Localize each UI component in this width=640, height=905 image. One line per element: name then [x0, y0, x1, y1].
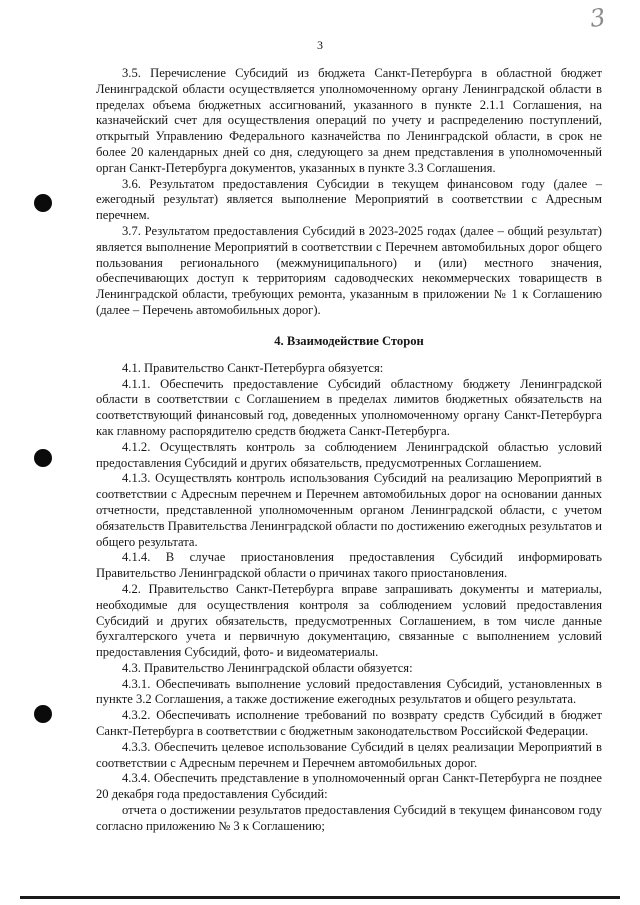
- paragraph-4-1-3: 4.1.3. Осуществлять контроль использования Субсидий на реализацию Мероприятий в соответствии с Адресным перечнем и Перечнем автомобильных дорог на основании данных отчетности, представленной уполномоченным органом Ленинградской области, с учетом обязательств Правительства Ленинградской области по достижению ежегодных результатов и общего результата.: [96, 471, 602, 549]
- paragraph-4-2: 4.2. Правительство Санкт-Петербурга вправе запрашивать документы и материалы, необходимые для осуществления контроля за соблюдением условий предоставления Субсидий и других обязательств, предусмотренных Соглашением, в том числе данные бухгалтерского учета и первичную документацию, связанные с выполнением условий предоставления Субсидий, фото- и видеоматериалы.: [96, 581, 602, 660]
- paragraph-4-3-3: 4.3.3. Обеспечить целевое использование Субсидий в целях реализации Мероприятий в соответствии с Адресным перечнем и Перечнем автомобильных дорог.: [96, 739, 602, 770]
- paragraph-3-7: 3.7. Результатом предоставления Субсидий в 2023-2025 годах (далее – общий результат) является выполнение Мероприятий в соответствии с Перечнем автомобильных дорог общего пользования регионального (межмуниципального) и (или) местного значения, обеспечивающих доступ к территориям садоводческих некоммерческих товариществ в Ленинградской области, требующих ремонта, указанным в приложении № 1 к Соглашению (далее – Перечень автомобильных дорог).: [96, 223, 602, 317]
- handwritten-page-number: 3: [588, 3, 608, 33]
- paragraph-4-1-1: 4.1.1. Обеспечить предоставление Субсидий областному бюджету Ленинградской области в соответствии с Соглашением в пределах лимитов бюджетных обязательств на соответствующий финансовый год, доведенных уполномоченному органу Санкт-Петербурга как главному распорядителю средств бюджета Санкт-Петербурга.: [96, 376, 602, 438]
- paragraph-4-3-2: 4.3.2. Обеспечивать исполнение требований по возврату средств Субсидий в бюджет Санкт-Петербурга в соответствии с бюджетным законодательством Российской Федерации.: [96, 708, 602, 739]
- paragraph-4-1-2: 4.1.2. Осуществлять контроль за соблюдением Ленинградской областью условий предоставления Субсидий и других обязательств, предусмотренных Соглашением.: [96, 439, 602, 470]
- scan-edge-shadow: [20, 896, 620, 899]
- section-heading: 4. Взаимодействие Сторон: [274, 333, 424, 348]
- page-number: 3: [317, 38, 323, 52]
- punch-hole-mark: [34, 705, 52, 723]
- paragraph-4-3-1: 4.3.1. Обеспечивать выполнение условий предоставления Субсидий, установленных в пункте 3.2 Соглашения, а также достижение ежегодных результатов и общего результата.: [96, 676, 602, 707]
- paragraph-4-3: 4.3. Правительство Ленинградской области обязуется:: [122, 660, 413, 675]
- paragraph-3-5: 3.5. Перечисление Субсидий из бюджета Санкт-Петербурга в областной бюджет Ленинградской области осуществляется уполномоченному органу Ленинградской области в пределах объема бюджетных ассигнований, указанного в пункте 2.1.1 Соглашения, на казначейский счет для осуществления операций по учету и распределению поступлений, открытый Управлению Федерального казначейства по Ленинградской области, в срок не более 20 календарных дней со дня, следующего за днем представления в уполномоченный орган Санкт-Петербурга документов, указанных в пункте 3.3 Соглашения.: [96, 66, 602, 175]
- paragraph-4-1-4: 4.1.4. В случае приостановления предоставления Субсидий информировать Правительство Ленинградской области о причинах такого приостановления.: [96, 550, 602, 581]
- paragraph-4-1: 4.1. Правительство Санкт-Петербурга обязуется:: [122, 360, 384, 375]
- punch-hole-mark: [34, 194, 52, 212]
- paragraph-4-3-4: 4.3.4. Обеспечить представление в уполномоченный орган Санкт-Петербурга не позднее 20 декабря года предоставления Субсидий:: [96, 771, 602, 802]
- document-body: [96, 66, 602, 835]
- punch-hole-mark: [34, 449, 52, 467]
- paragraph-report-item: отчета о достижении результатов предоставления Субсидий в текущем финансовом году согласно приложению № 3 к Соглашению;: [96, 803, 602, 833]
- paragraph-3-6: 3.6. Результатом предоставления Субсидии в текущем финансовом году (далее – ежегодный результат) является выполнение Мероприятий в соответствии с Адресным перечнем.: [96, 176, 602, 223]
